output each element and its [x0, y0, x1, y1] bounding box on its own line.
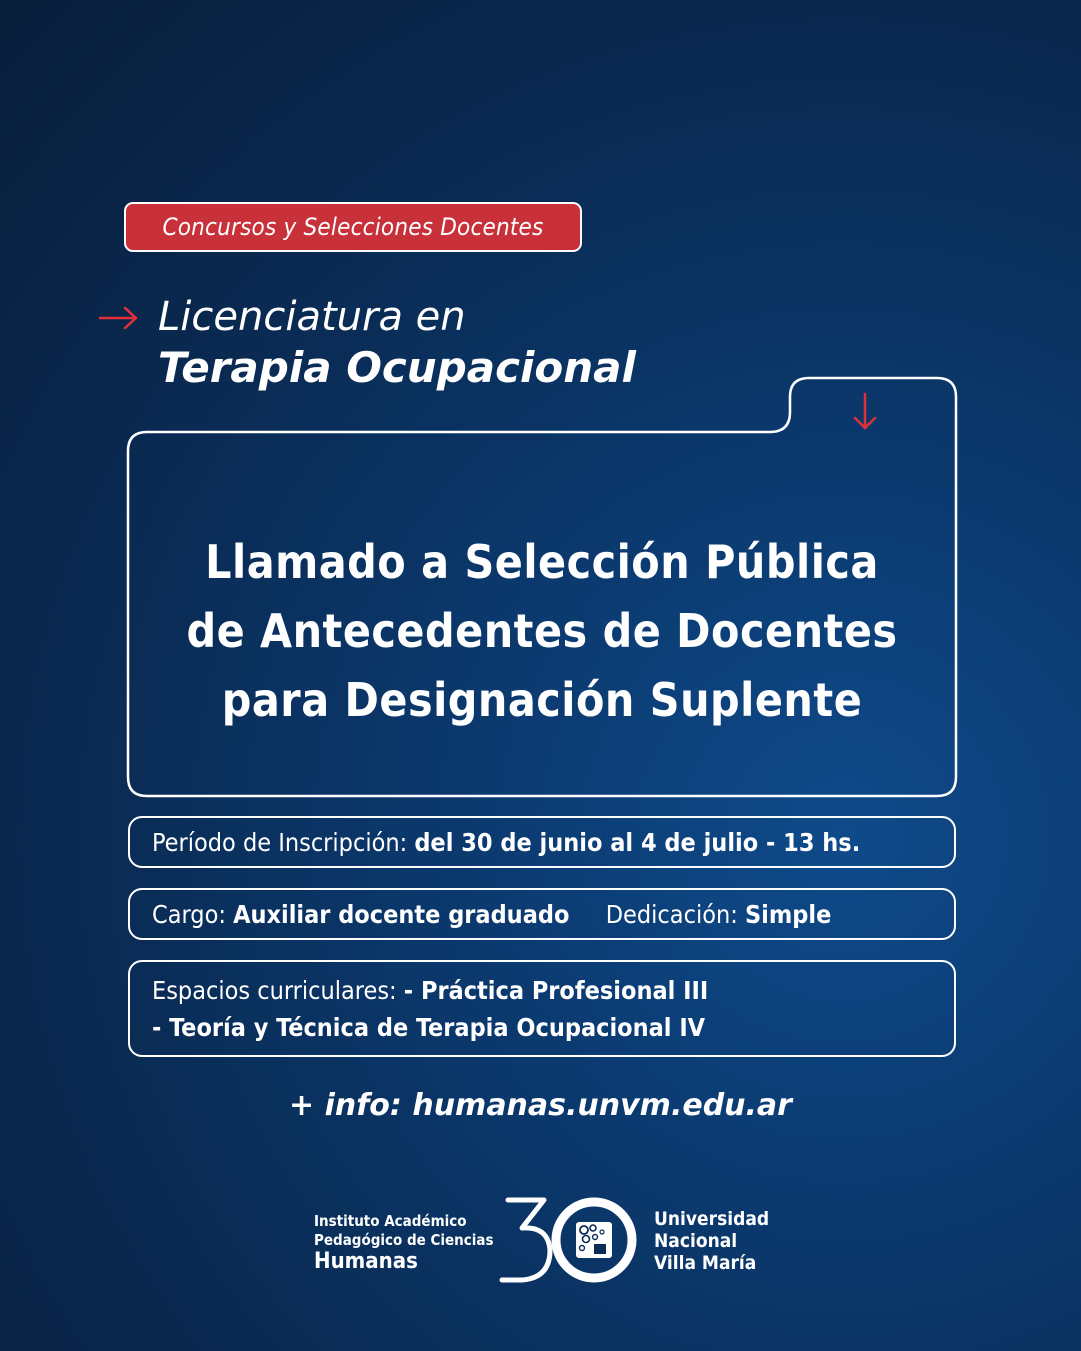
inscription-value: del 30 de junio al 4 de julio - 13 hs. — [414, 827, 861, 857]
university-name — [654, 1208, 769, 1274]
arrow-right-icon — [98, 304, 140, 332]
main-title-line1: Llamado a Selección Pública — [205, 535, 879, 589]
institute-line1: Instituto Académico — [314, 1212, 467, 1230]
inscription-period-box — [128, 816, 956, 868]
curricular-spaces-box — [128, 960, 956, 1057]
main-title-line3: para Designación Suplente — [221, 673, 863, 727]
university-line2: Nacional — [654, 1230, 738, 1252]
dedicacion-label: Dedicación: — [605, 899, 738, 929]
inscription-label: Período de Inscripción: — [152, 827, 408, 857]
anniversary-30-logo — [498, 1194, 644, 1286]
university-line3: Villa María — [654, 1252, 757, 1274]
position-box — [128, 888, 956, 940]
arrow-down-icon — [852, 392, 878, 432]
info-link[interactable]: + info: humanas.unvm.edu.ar — [289, 1088, 792, 1123]
institute-line3: Humanas — [314, 1249, 418, 1274]
main-title-line2: de Antecedentes de Docentes — [186, 604, 898, 658]
curricular-label: Espacios curriculares: — [152, 976, 397, 1005]
curricular-item-2: - Teoría y Técnica de Terapia Ocupacional IV — [152, 1013, 706, 1042]
category-badge — [124, 202, 582, 252]
main-title — [140, 528, 944, 735]
program-heading-line1: Licenciatura en — [158, 294, 466, 340]
institute-line2: Pedagógico de Ciencias — [314, 1231, 494, 1249]
institute-name — [314, 1212, 494, 1274]
curricular-item-1: - Práctica Profesional III — [403, 976, 709, 1005]
program-heading-line2: Terapia Ocupacional — [158, 343, 636, 392]
category-label: Concursos y Selecciones Docentes — [162, 213, 544, 241]
cargo-label: Cargo: — [152, 899, 226, 929]
cargo-value: Auxiliar docente graduado — [233, 899, 570, 929]
dedicacion-value: Simple — [744, 899, 832, 929]
university-line1: Universidad — [654, 1208, 770, 1230]
